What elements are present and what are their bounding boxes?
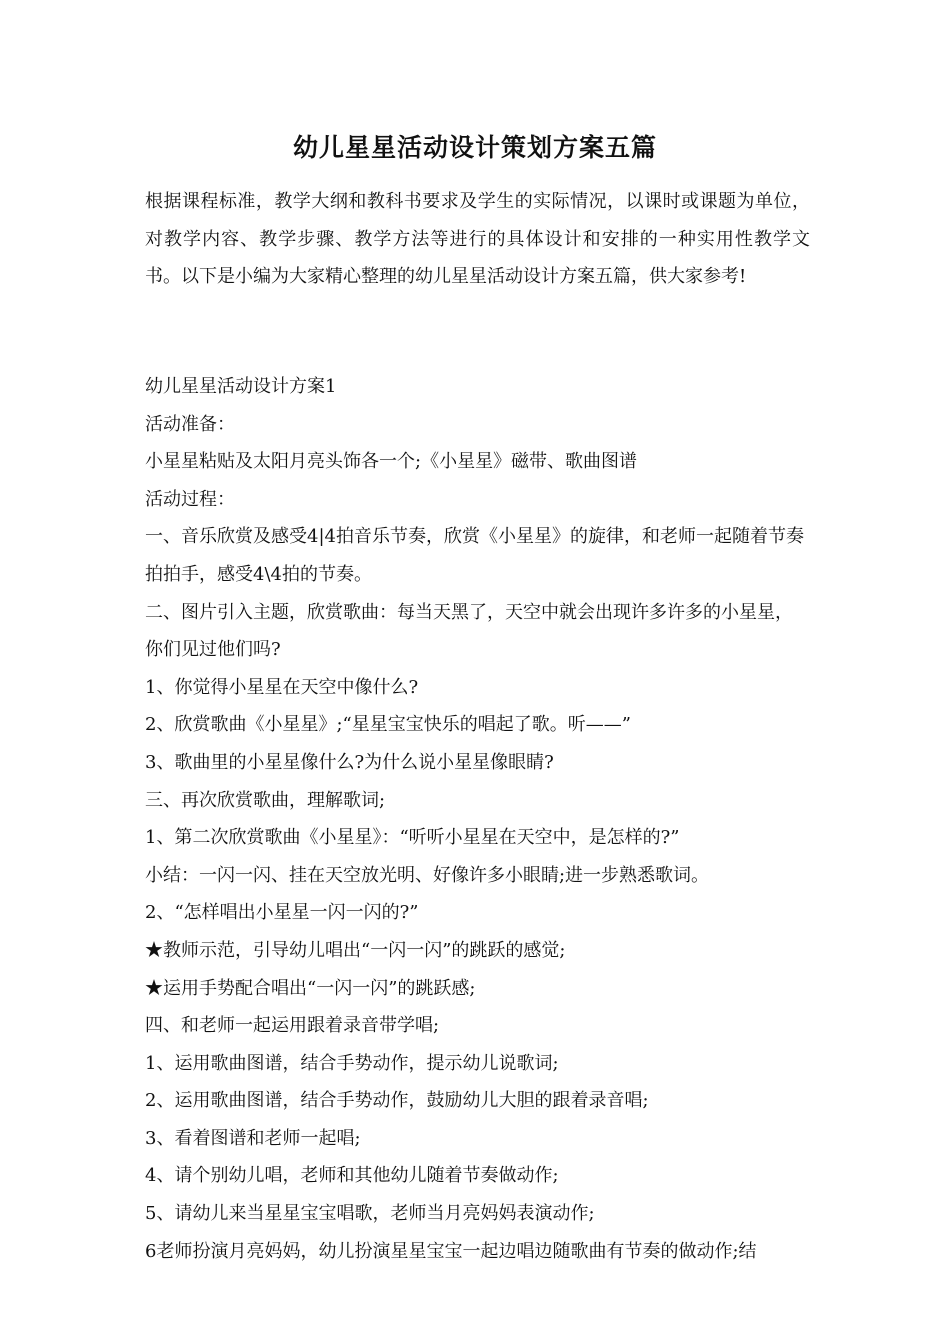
text-line: 2、欣赏歌曲《小星星》;“星星宝宝快乐的唱起了歌。听——” [145, 714, 631, 736]
text-line: 活动准备： [145, 413, 235, 435]
text-line: 2、“怎样唱出小星星一闪一闪的?” [145, 902, 419, 924]
text-line: 小星星粘贴及太阳月亮头饰各一个;《小星星》磁带、歌曲图谱 [145, 451, 638, 473]
text-line: 三、再次欣赏歌曲，理解歌词; [145, 789, 386, 811]
text-paragraph: 一、音乐欣赏及感受4|4拍音乐节奏，欣赏《小星星》的旋律，和老师一起随着节奏拍拍手，感受4\4拍的节奏。 [145, 526, 804, 585]
text-line: 2、运用歌曲图谱，结合手势动作，鼓励幼儿大胆的跟着录音唱; [145, 1090, 649, 1112]
text-line: 四、和老师一起运用跟着录音带学唱; [145, 1015, 440, 1037]
document-title: 幼儿星星活动设计策划方案五篇 [292, 133, 657, 162]
text-line: 3、歌曲里的小星星像什么?为什么说小星星像眼睛? [145, 751, 554, 773]
text-line: 活动过程： [145, 488, 235, 510]
section-heading: 幼儿星星活动设计方案1 [145, 376, 337, 397]
text-line: ★教师示范，引导幼儿唱出“一闪一闪”的跳跃的感觉; [145, 939, 566, 961]
text-line: 1、你觉得小星星在天空中像什么? [145, 676, 419, 698]
text-line: 3、看着图谱和老师一起唱; [145, 1127, 361, 1149]
text-line: ★运用手势配合唱出“一闪一闪”的跳跃感; [145, 977, 476, 999]
text-line: 6老师扮演月亮妈妈，幼儿扮演星星宝宝一起边唱边随歌曲有节奏的做动作;结 [145, 1240, 757, 1262]
text-line: 4、请个别幼儿唱，老师和其他幼儿随着节奏做动作; [145, 1165, 559, 1187]
text-line: 5、请幼儿来当星星宝宝唱歌，老师当月亮妈妈表演动作; [145, 1203, 595, 1225]
document-body [145, 368, 810, 1270]
intro-paragraph: 根据课程标准，教学大纲和教科书要求及学生的实际情况，以课时或课题为单位，对教学内容、教学步骤、教学方法等进行的具体设计和安排的一种实用性教学文书。以下是小编为大家精心整理的幼儿星星活动设计方案五篇，供大家参考! [145, 191, 810, 287]
text-line: 小结：一闪一闪、挂在天空放光明、好像许多小眼睛;进一步熟悉歌词。 [145, 864, 710, 886]
text-line: 1、运用歌曲图谱，结合手势动作，提示幼儿说歌词; [145, 1052, 559, 1074]
text-line: 1、第二次欣赏歌曲《小星星》：“听听小星星在天空中，是怎样的?” [145, 827, 680, 849]
text-paragraph: 二、图片引入主题，欣赏歌曲：每当天黑了，天空中就会出现许多许多的小星星，你们见过他们吗? [145, 601, 793, 661]
